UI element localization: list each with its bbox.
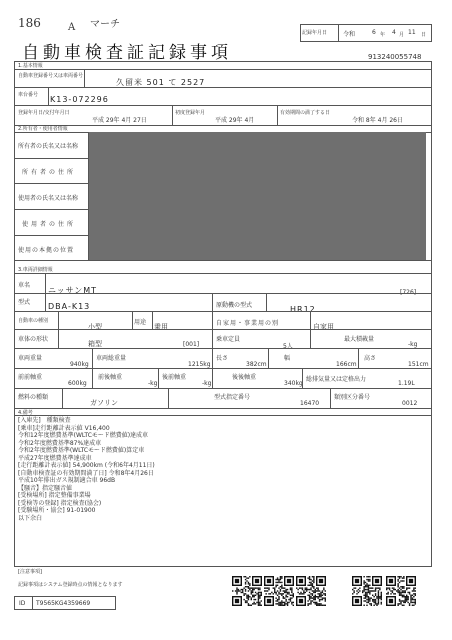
purpose-label: 自家用・事業用の別 [216,320,280,327]
type-cert-label: 型式指定番号 [214,394,251,401]
expiry-value: 令和 8年 4月 26日 [352,117,403,124]
remarks-line: 平成27年度燃費基準達成車 [18,454,92,462]
displacement-value: 1.19L [398,380,415,387]
height-value: 151cm [408,361,429,368]
displacement-label: 総排気量又は定格出力 [306,376,367,383]
length-value: 382cm [246,361,267,368]
kind-value: 小型 [88,323,102,331]
reg-date-value: 平成 29年 4月 27日 [92,117,147,124]
front-front-axle-label: 前前軸重 [18,374,43,381]
section3-heading: 3.車両詳細情報 [18,267,53,273]
notes-heading: [注意事項] [18,569,42,575]
maker-value: ニッサンMT [48,286,98,295]
qr-code-2 [264,576,294,606]
width-label: 幅 [284,355,291,362]
qr-code-1 [232,576,262,606]
use-value: 乗用 [154,323,168,331]
front-rear-axle-value: -kg [148,380,158,387]
first-reg-label: 初度登録年月 [175,110,206,116]
owner-address-label: 所有者の住所 [22,169,77,176]
remarks-line: 【騒音】指定騒音値 [18,484,73,492]
handwritten-number: 186 [18,16,41,30]
front-front-axle-value: 600kg [68,380,87,387]
document-number: 913240055748 [368,53,422,61]
section2-heading: 2.所有者・使用者情報 [18,126,68,132]
type-cert-value: 16470 [300,400,320,407]
record-date-era: 令和 [343,31,356,38]
handwritten-mark: A [68,22,76,33]
model-label: 型式 [18,299,31,306]
front-rear-axle-label: 前後軸重 [98,374,123,381]
remarks-line: [乗車]走行距離計表示値 V16,400 [18,424,110,432]
width-value: 166cm [336,361,357,368]
weight-value: 940kg [70,361,89,368]
user-name-label: 使用者の氏名又は名称 [18,195,79,202]
remarks-line: 令和2年度燃費基準87%達成車 [18,439,102,447]
remarks-line: [受検場所] 指定整備事業場 [18,492,91,499]
user-address-label: 使用者の住所 [22,221,77,228]
model-value: DBA-K13 [48,302,91,311]
body-code: [001] [183,341,200,348]
fuel-label: 燃料の種類 [18,394,49,401]
qr-code-5 [386,576,416,606]
id-label: ID [19,600,26,607]
reg-date-label: 登録年月日/交付年月日 [18,110,70,116]
rear-front-axle-label: 後前軸重 [162,374,187,381]
section4-heading: 4.備考 [18,410,33,416]
weight-label: 車両重量 [18,355,43,362]
section1-heading: 1.基本情報 [18,63,43,69]
capacity-value: 5人 [283,343,293,350]
rear-rear-axle-label: 後後軸重 [232,374,257,381]
fuel-value: ガソリン [90,399,118,407]
engine-label: 原動機の型式 [216,302,253,309]
class-label: 類別区分番号 [334,394,371,401]
vin-label: 車台番号 [18,92,39,98]
qr-code-4 [352,576,382,606]
handwritten-subtitle: マーチ [90,19,120,30]
gross-weight-label: 車両総重量 [96,355,127,362]
rear-rear-axle-value: 340kg [284,380,303,387]
remarks-line: 以下余白 [18,514,43,522]
record-date-label: 記録年月日 [302,30,328,36]
remarks-line: [入庫先] 種類検査 [18,417,71,424]
remarks-line: 平成10年排出ガス規制適合車 96dB [18,477,116,484]
max-load-label: 最大積載量 [344,336,375,343]
engine-value: HR12 [290,305,316,314]
redacted-owner-info [89,132,426,260]
gross-weight-value: 1215kg [188,361,211,368]
expiry-label: 有効期間の満了する日 [280,110,331,116]
plate-label: 自動車登録番号又は車両番号 [18,73,84,79]
class-value: 0012 [402,400,418,407]
first-reg-value: 平成 29年 4月 [215,117,255,124]
page-title: 自動車検査証記録事項 [22,43,232,63]
length-label: 長さ [216,355,229,362]
kind-label: 自動車の種別 [18,318,49,324]
maker-label: 車名 [18,282,31,289]
max-load-value: -kg [408,341,418,348]
plate-value: 久留米 501 て 2527 [116,78,206,87]
capacity-label: 乗車定員 [216,336,241,343]
remarks-line: [自動車検査証の有効期間満了日] 令和8年4月26日 [18,469,154,477]
remarks-block [18,417,155,522]
remarks-line: 令和12年度燃費基準(WLTCモード燃費値)達成車 [18,432,149,439]
body-label: 車体の形状 [18,336,49,343]
maker-code: [726] [400,289,417,296]
id-value: T9565KG4359669 [36,600,91,607]
owner-name-label: 所有者の氏名又は名称 [18,143,79,150]
purpose-value: 自家用 [313,323,334,331]
height-label: 高さ [364,355,377,362]
use-label: 用途 [134,319,147,326]
body-value: 箱型 [88,340,102,348]
remarks-line: [走行距離計表示値] 54,900km (令和6年4月11日) [18,462,155,469]
remarks-line: [受検等の登録] 指定検査(協会) [18,499,102,507]
rear-front-axle-value: -kg [202,380,212,387]
notes-text: 記録事項はシステム登録時点の情報となります [18,582,123,588]
remarks-line: [受験場所・協会] 91-01900 [18,507,96,514]
vin-value: K13-072296 [50,95,109,104]
base-location-label: 使用の本拠の位置 [18,247,75,254]
qr-code-3 [296,576,326,606]
remarks-line: 令和2年度燃費基準(WLTCモード燃費値)算定車 [18,447,145,454]
